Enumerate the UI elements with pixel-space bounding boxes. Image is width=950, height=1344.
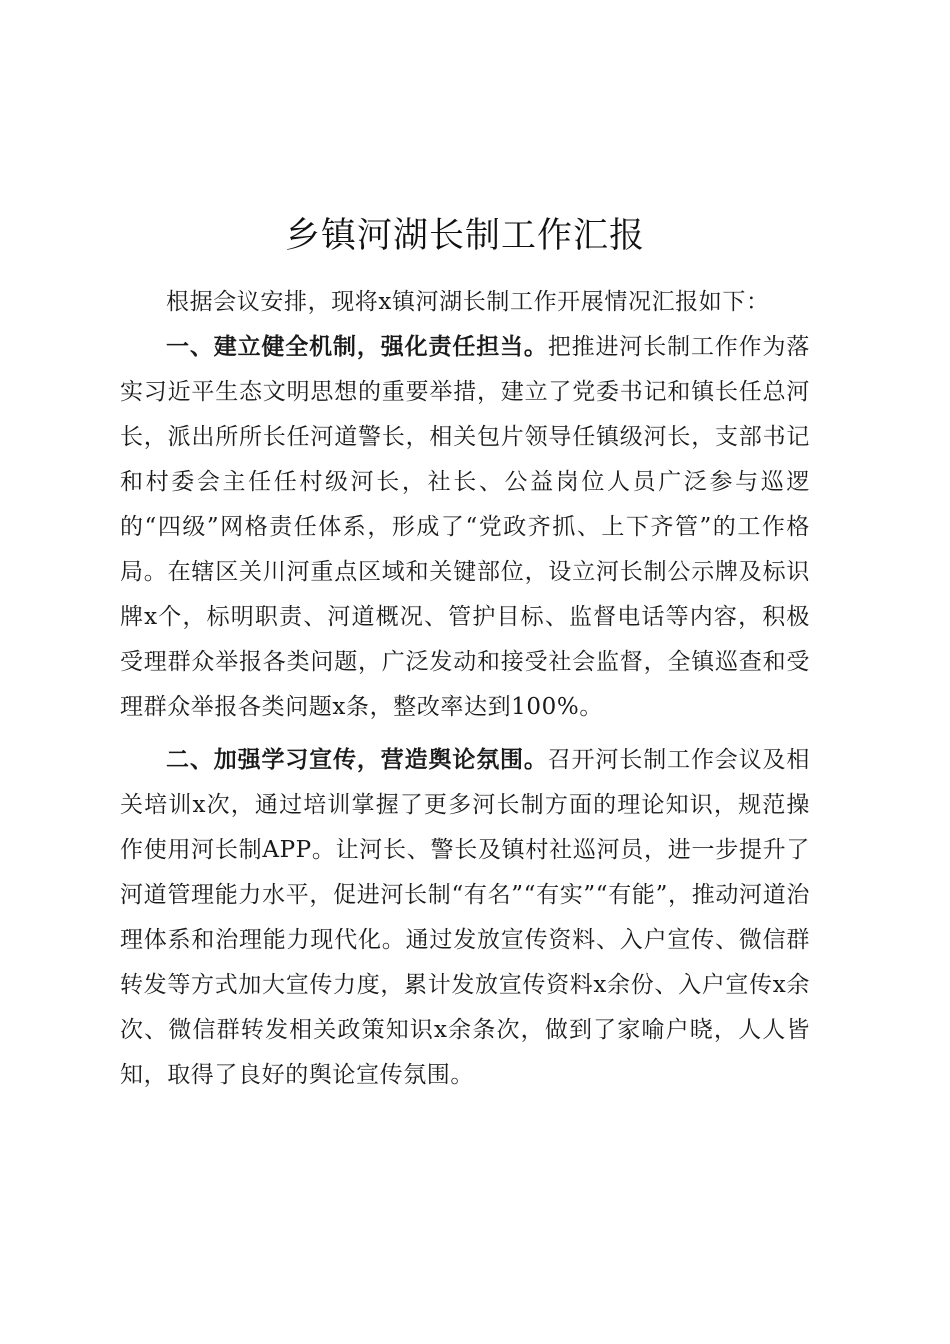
document-title: 乡镇河湖长制工作汇报: [284, 216, 645, 256]
section-2-paragraph: [120, 738, 810, 1098]
document-page: [120, 210, 810, 1098]
section-1-heading: 一、建立健全机制，强化责任担当。: [166, 334, 548, 360]
section-1-body: 把推进河长制工作作为落实习近平生态文明思想的重要举措，建立了党委书记和镇长任总河长，派出所所长任河道警长，相关包片领导任镇级河长，支部书记和村委会主任任村级河长，社长、公益岗位人员广泛参与巡逻的“四级”网格责任体系，形成了“党政齐抓、上下齐管”的工作格局。在辖区关川河重点区域和关键部位，设立河长制公示牌及标识牌x个，标明职责、河道概况、管护目标、监督电话等内容，积极受理群众举报各类问题，广泛发动和接受社会监督，全镇巡查和受理群众举报各类问题x条，整改率达到100%。: [120, 334, 810, 720]
section-1-paragraph: [120, 325, 810, 730]
intro-paragraph: 根据会议安排，现将x镇河湖长制工作开展情况汇报如下：: [166, 289, 770, 315]
section-2-heading: 二、加强学习宣传，营造舆论氛围。: [166, 747, 548, 773]
section-2-body: 召开河长制工作会议及相关培训x次，通过培训掌握了更多河长制方面的理论知识，规范操作使用河长制APP。让河长、警长及镇村社巡河员，进一步提升了河道管理能力水平，促进河长制“有名”“有实”“有能”，推动河道治理体系和治理能力现代化。通过发放宣传资料、入户宣传、微信群转发等方式加大宣传力度，累计发放宣传资料x余份、入户宣传x余次、微信群转发相关政策知识x余条次，做到了家喻户晓，人人皆知，取得了良好的舆论宣传氛围。: [120, 747, 810, 1088]
